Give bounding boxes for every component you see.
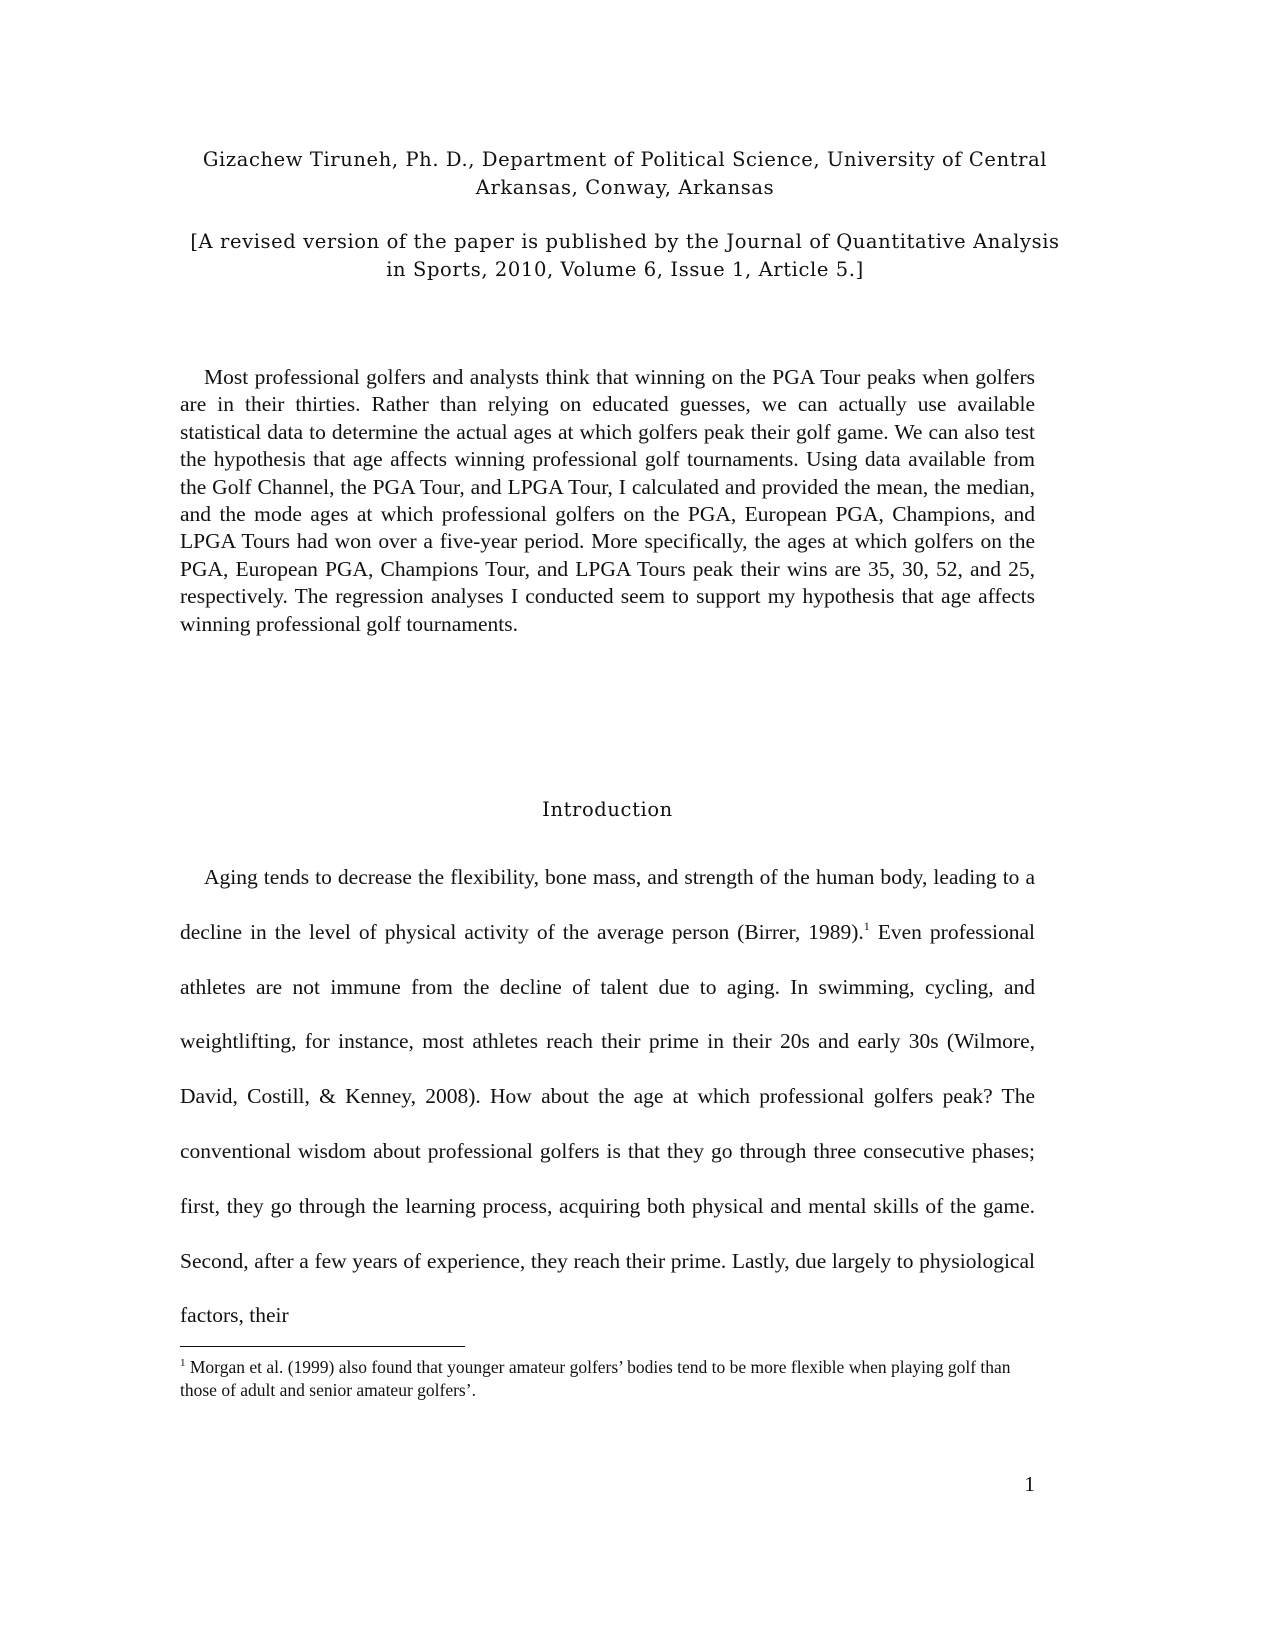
abstract-paragraph: Most professional golfers and analysts think that winning on the PGA Tour peaks when golfers are in their thirties. Rather than relying on educated guesses, we can actually use available statistical data to determine the actual ages at which golfers peak their golf game. We can also test the hypothesis that age affects winning professional golf tournaments. Using data available from the Golf Channel, the PGA Tour, and LPGA Tour, I calculated and provided the mean, the median, and the mode ages at which professional golfers on the PGA, European PGA, Champions, and LPGA Tours had won over a five-year period. More specifically, the ages at which golfers on the PGA, European PGA, Champions Tour, and LPGA Tours peak their wins are 35, 30, 52, and 25, respectively. The regression analyses I conducted seem to support my hypothesis that age affects winning professional golf tournaments.: [180, 365, 1035, 636]
intro-text-part-1: Aging tends to decrease the flexibility, bone mass, and strength of the human body, leading to a decline in the level of physical activity of the average person (Birrer, 1989).: [180, 865, 1035, 944]
footnote: [180, 1356, 1035, 1402]
footnote-separator: [180, 1346, 465, 1347]
author-affiliation: Gizachew Tiruneh, Ph. D., Department of Political Science, University of Central Arkansas, Conway, Arkansas: [202, 148, 1048, 199]
footnote-marker: 1: [180, 1357, 186, 1369]
publication-note: [A revised version of the paper is published by the Journal of Quantitative Analysis in Sports, 2010, Volume 6, Issue 1, Article 5.]: [190, 230, 1060, 281]
footnote-reference[interactable]: 1: [863, 918, 870, 933]
section-heading-introduction: Introduction: [542, 798, 673, 821]
page-number: 1: [1024, 1472, 1035, 1496]
intro-text-part-2: Even professional athletes are not immune from the decline of talent due to aging. In swimming, cycling, and weightlifting, for instance, most athletes reach their prime in their 20s and early 30s (Wilmore, David, Costill, & Kenney, 2008). How about the age at which professional golfers peak? The conventional wisdom about professional golfers is that they go through three consecutive phases; first, they go through the learning process, acquiring both physical and mental skills of the game. Second, after a few years of experience, they reach their prime. Lastly, due largely to physiological factors, their: [180, 919, 1035, 1328]
footnote-text: Morgan et al. (1999) also found that younger amateur golfers’ bodies tend to be more flexible when playing golf than those of adult and senior amateur golfers’.: [180, 1357, 1011, 1400]
introduction-paragraph: [180, 850, 1035, 1343]
